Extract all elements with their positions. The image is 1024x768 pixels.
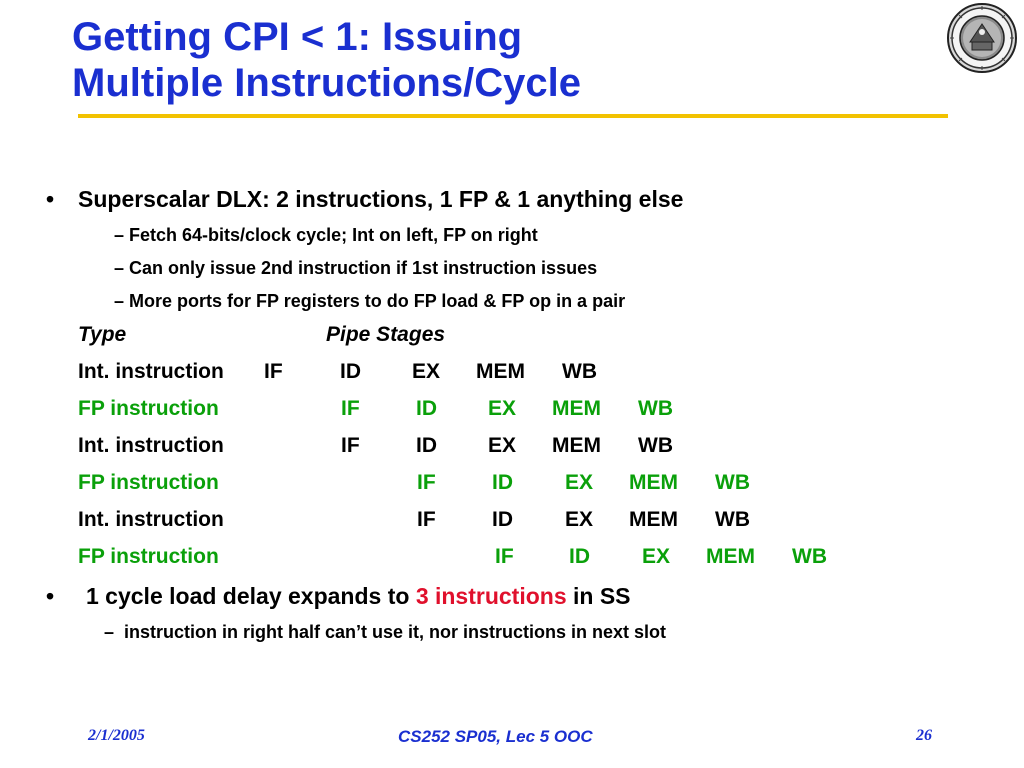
stage-id: ID bbox=[340, 360, 361, 383]
title-line-1: Getting CPI < 1: Issuing bbox=[72, 15, 523, 59]
row-label: FP instruction bbox=[78, 545, 219, 568]
stage-ex: EX bbox=[565, 471, 594, 494]
footer-page-number: 26 bbox=[916, 727, 932, 744]
stage-if: IF bbox=[495, 545, 514, 568]
stage-ex: EX bbox=[565, 508, 594, 531]
sub-bullet-issue: – Can only issue 2nd instruction if 1st instruction issues bbox=[114, 258, 598, 278]
bullet-load-delay bbox=[86, 583, 631, 610]
load-delay-text: 1 cycle load delay expands to bbox=[86, 583, 416, 609]
stage-mem: MEM bbox=[629, 508, 678, 531]
stage-ex: EX bbox=[412, 360, 441, 383]
sub-bullet-ports: – More ports for FP registers to do FP load & FP op in a pair bbox=[114, 291, 626, 311]
sub-bullet-fetch: – Fetch 64-bits/clock cycle; Int on left, FP on right bbox=[114, 225, 538, 245]
stage-if: IF bbox=[341, 434, 360, 457]
row-label: Int. instruction bbox=[78, 434, 224, 457]
stage-if: IF bbox=[417, 471, 436, 494]
stage-wb: WB bbox=[638, 434, 673, 457]
stage-wb: WB bbox=[638, 397, 673, 420]
footer-date: 2/1/2005 bbox=[88, 727, 145, 744]
row-label: Int. instruction bbox=[78, 360, 224, 383]
row-label: FP instruction bbox=[78, 397, 219, 420]
stage-wb: WB bbox=[715, 471, 750, 494]
slide-title bbox=[72, 14, 932, 106]
header-type: Type bbox=[78, 323, 127, 346]
sub-bullet-right-half: instruction in right half can’t use it, nor instructions in next slot bbox=[124, 622, 667, 642]
stage-mem: MEM bbox=[629, 471, 678, 494]
stage-mem: MEM bbox=[476, 360, 525, 383]
sub-bullet-dash: – bbox=[104, 622, 115, 642]
row-label: FP instruction bbox=[78, 471, 219, 494]
title-divider bbox=[78, 114, 948, 118]
stage-mem: MEM bbox=[552, 397, 601, 420]
university-seal-icon bbox=[946, 2, 1018, 74]
stage-if: IF bbox=[417, 508, 436, 531]
stage-mem: MEM bbox=[552, 434, 601, 457]
stage-if: IF bbox=[341, 397, 360, 420]
stage-id: ID bbox=[416, 434, 437, 457]
stage-wb: WB bbox=[792, 545, 827, 568]
stage-id: ID bbox=[492, 471, 513, 494]
stage-ex: EX bbox=[488, 434, 517, 457]
stage-wb: WB bbox=[715, 508, 750, 531]
stage-id: ID bbox=[492, 508, 513, 531]
title-line-2: Multiple Instructions/Cycle bbox=[72, 61, 581, 105]
header-pipe-stages: Pipe Stages bbox=[326, 323, 446, 346]
stage-id: ID bbox=[569, 545, 590, 568]
footer-course: CS252 SP05, Lec 5 OOC bbox=[398, 727, 593, 746]
stage-wb: WB bbox=[562, 360, 597, 383]
row-label: Int. instruction bbox=[78, 508, 224, 531]
bullet-dot-1: • bbox=[46, 186, 55, 212]
load-delay-highlight: 3 instructions bbox=[415, 583, 567, 609]
bullet-superscalar: Superscalar DLX: 2 instructions, 1 FP & 1 anything else bbox=[78, 186, 684, 212]
stage-id: ID bbox=[416, 397, 437, 420]
stage-ex: EX bbox=[642, 545, 671, 568]
stage-if: IF bbox=[264, 360, 283, 383]
stage-ex: EX bbox=[488, 397, 517, 420]
stage-mem: MEM bbox=[706, 545, 755, 568]
bullet-dot-2: • bbox=[46, 583, 55, 609]
load-delay-suffix: in SS bbox=[566, 583, 631, 609]
